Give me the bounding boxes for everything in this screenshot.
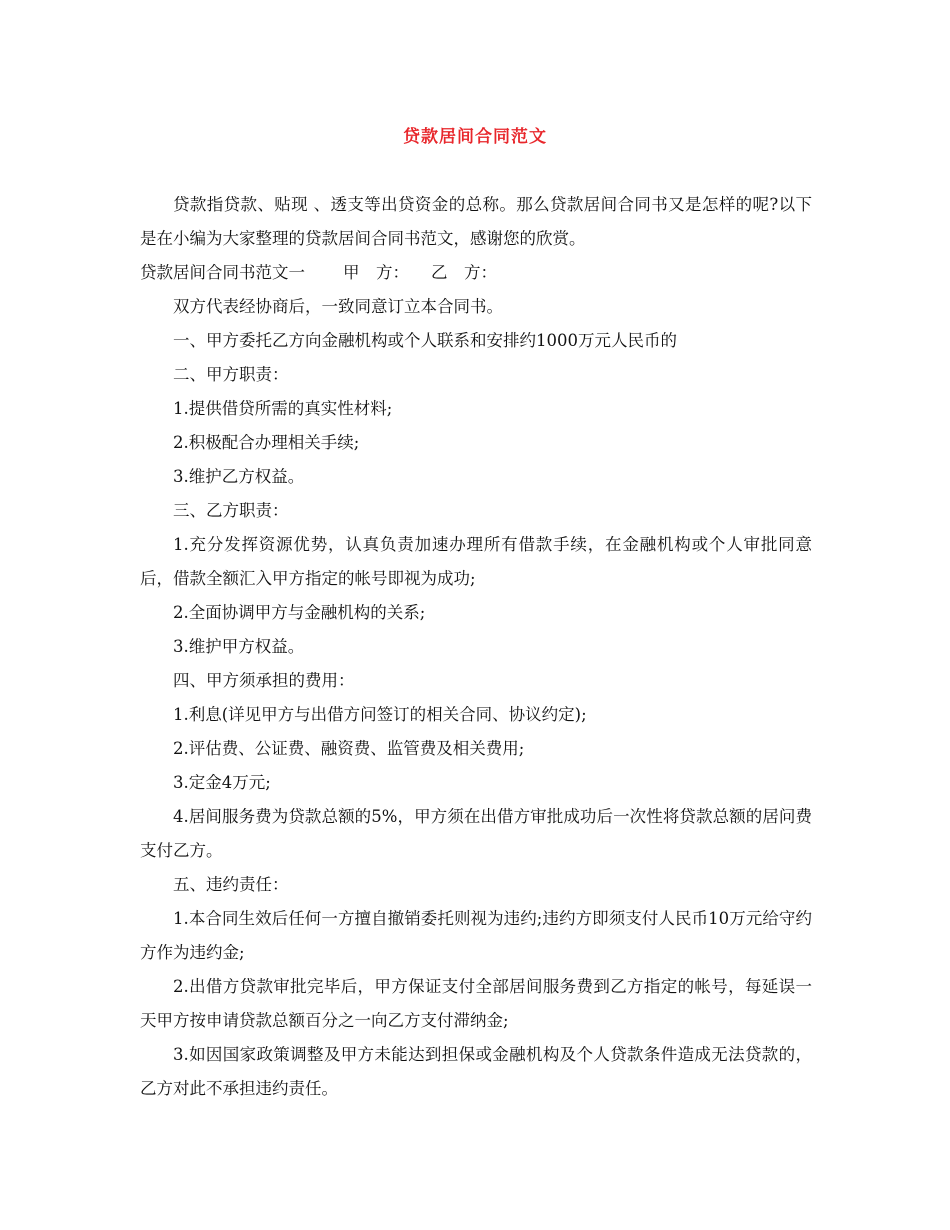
section-two-heading: 二、甲方职责： — [173, 365, 289, 384]
sample-heading-name: 贷款居间合同书范文一 — [140, 263, 305, 282]
section-two-item-3: 3.维护乙方权益。 — [173, 467, 305, 486]
section-five-item-3: 3.如因国家政策调整及甲方未能达到担保或金融机构及个人贷款条件造成无法贷款的，乙方对此不承担违约责任。 — [140, 1045, 812, 1098]
section-two-item-1: 1.提供借贷所需的真实性材料; — [173, 399, 393, 418]
section-four-item-1: 1.利息(详见甲方与出借方问签订的相关合同、协议约定); — [173, 705, 587, 724]
section-one: 一、甲方委托乙方向金融机构或个人联系和安排约1000万元人民币的 — [173, 331, 677, 350]
sample-heading-line — [140, 256, 812, 290]
party-b-label: 乙 方： — [431, 263, 497, 282]
section-three-item-1: 1.充分发挥资源优势，认真负责加速办理所有借款手续，在金融机构或个人审批同意后，借款全额汇入甲方指定的帐号即视为成功; — [140, 535, 812, 588]
section-four-item-2: 2.评估费、公证费、融资费、监管费及相关费用; — [173, 739, 525, 758]
section-two-item-2: 2.积极配合办理相关手续; — [173, 433, 360, 452]
section-five-heading: 五、违约责任： — [173, 875, 289, 894]
document-body — [140, 188, 812, 1106]
section-five-item-2: 2.出借方贷款审批完毕后，甲方保证支付全部居间服务费到乙方指定的帐号，每延误一天甲方按申请贷款总额百分之一向乙方支付滞纳金; — [140, 977, 812, 1030]
party-a-label: 甲 方： — [343, 263, 409, 282]
paragraph-agreement: 双方代表经协商后，一致同意订立本合同书。 — [173, 297, 503, 316]
section-three-heading: 三、乙方职责： — [173, 501, 289, 520]
intro-paragraph: 贷款指贷款、贴现 、透支等出贷资金的总称。那么贷款居间合同书又是怎样的呢?以下是在小编为大家整理的贷款居间合同书范文，感谢您的欣赏。 — [140, 195, 812, 248]
section-three-item-2: 2.全面协调甲方与金融机构的关系; — [173, 603, 426, 622]
document-title: 贷款居间合同范文 — [403, 127, 547, 147]
section-four-item-4: 4.居间服务费为贷款总额的5%，甲方须在出借方审批成功后一次性将贷款总额的居问费支付乙方。 — [140, 807, 812, 860]
section-four-item-3: 3.定金4万元; — [173, 773, 271, 792]
section-five-item-1: 1.本合同生效后任何一方擅自撤销委托则视为违约;违约方即须支付人民币10万元给守约方作为违约金; — [140, 909, 812, 962]
section-three-item-3: 3.维护甲方权益。 — [173, 637, 305, 656]
section-four-heading: 四、甲方须承担的费用： — [173, 671, 355, 690]
